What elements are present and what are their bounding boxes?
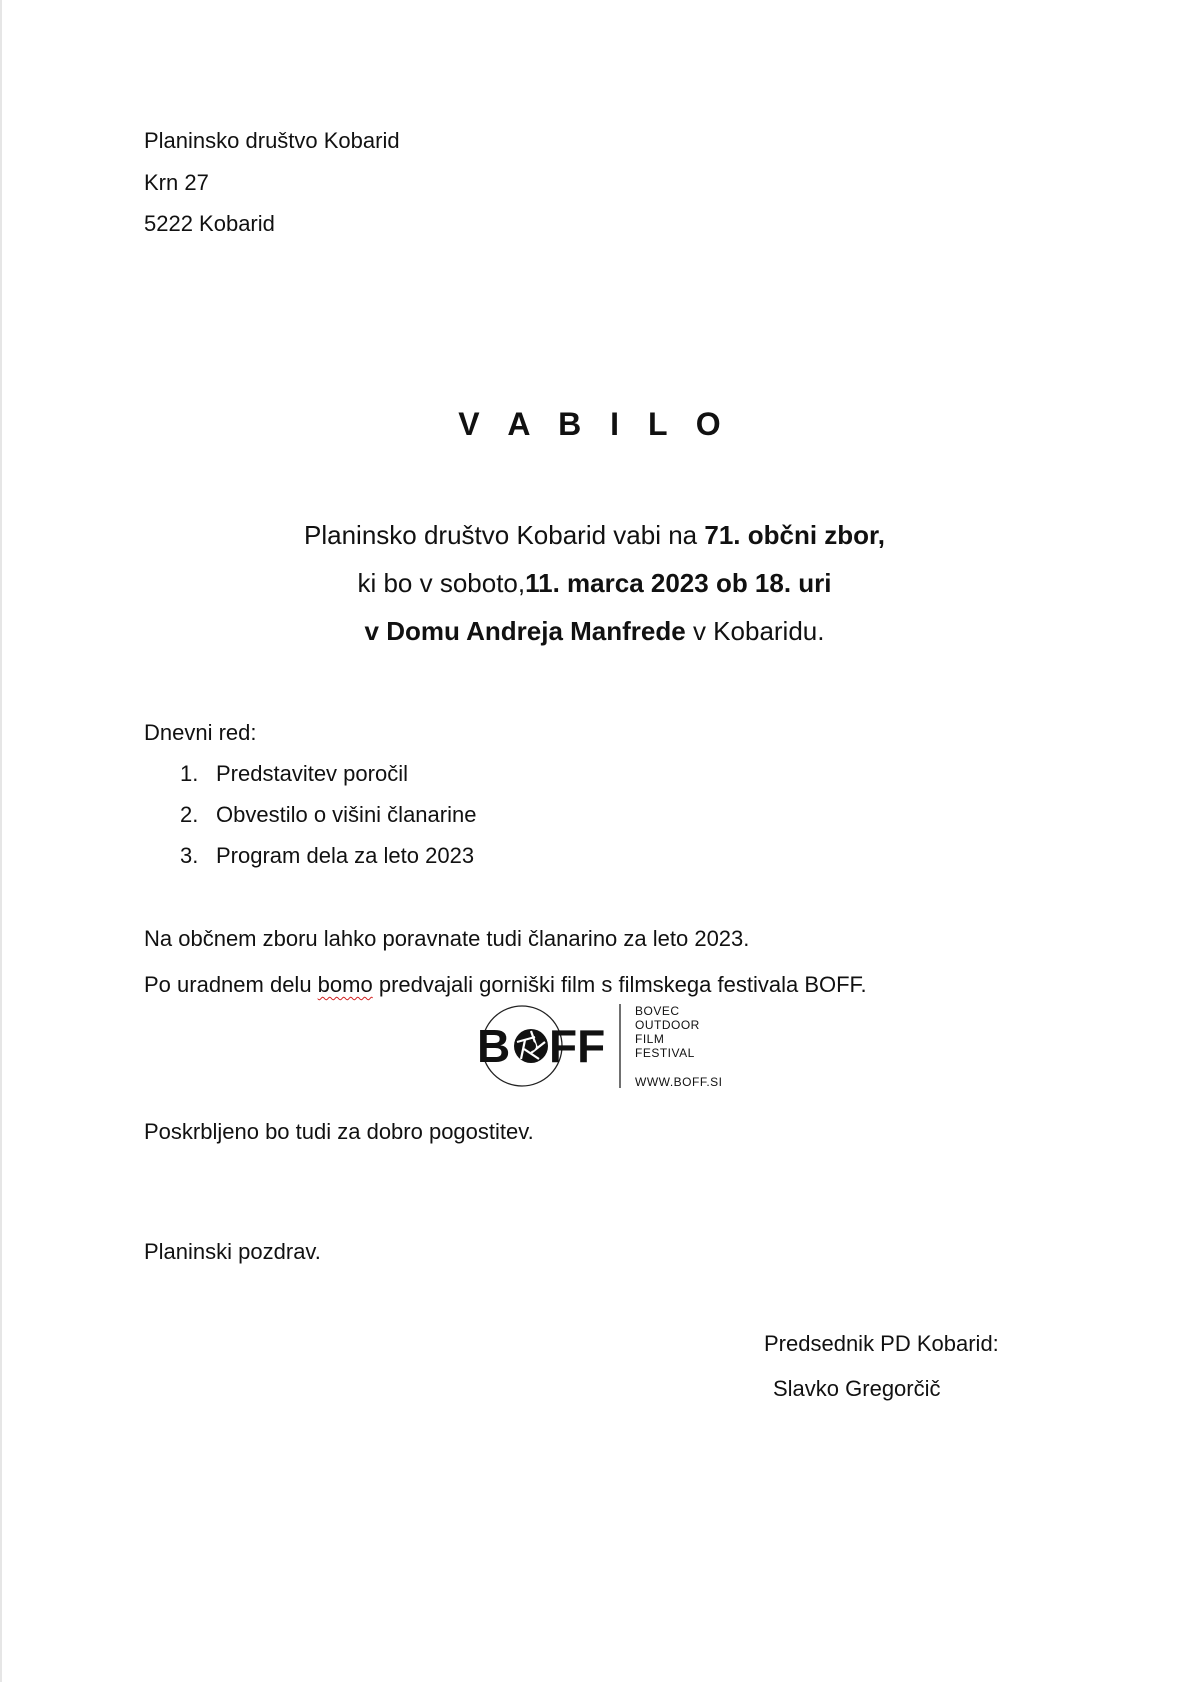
invite-line-3-text: v Kobaridu. bbox=[685, 616, 825, 646]
invite-line-1 bbox=[0, 520, 1189, 550]
refreshments-note: Poskrbljeno bo tudi za dobro pogostitev. bbox=[144, 1119, 534, 1144]
logo-text-outdoor: OUTDOOR bbox=[635, 1018, 700, 1032]
invite-line-3-bold: v Domu Andreja Manfrede bbox=[364, 616, 686, 646]
invite-line-1-bold: 71. občni zbor, bbox=[704, 520, 885, 550]
agenda-item-number: 1. bbox=[180, 761, 199, 786]
logo-url: WWW.BOFF.SI bbox=[635, 1075, 723, 1089]
membership-note: Na občnem zboru lahko poravnate tudi članarino za leto 2023. bbox=[144, 926, 750, 951]
invite-line-1-text: Planinsko društvo Kobarid vabi na bbox=[304, 520, 705, 550]
sender-street: Krn 27 bbox=[144, 170, 209, 195]
agenda-item-number: 2. bbox=[180, 802, 199, 827]
svg-text:B: B bbox=[477, 1020, 511, 1072]
sender-name: Planinsko društvo Kobarid bbox=[144, 128, 400, 153]
greeting: Planinski pozdrav. bbox=[144, 1239, 321, 1264]
invite-line-2-text: ki bo v soboto, bbox=[357, 568, 526, 598]
logo-text-bovec: BOVEC bbox=[635, 1004, 680, 1018]
film-note-pre: Po uradnem delu bbox=[144, 972, 318, 997]
agenda-item-number: 3. bbox=[180, 843, 199, 868]
logo-text-film: FILM bbox=[635, 1032, 665, 1046]
spellcheck-flagged-word: bomo bbox=[317, 972, 373, 997]
svg-text:FF: FF bbox=[549, 1020, 606, 1072]
boff-wordmark-icon bbox=[475, 1004, 635, 1092]
document-title: V A B I L O bbox=[458, 406, 731, 442]
signature-role: Predsednik PD Kobarid: bbox=[764, 1331, 999, 1356]
film-note-post: predvajali gorniški film s filmskega festivala BOFF. bbox=[372, 972, 867, 997]
sender-city: 5222 Kobarid bbox=[144, 211, 275, 236]
agenda-item-text: Program dela za leto 2023 bbox=[216, 843, 475, 868]
signature-name: Slavko Gregorčič bbox=[773, 1376, 941, 1401]
invite-line-2 bbox=[0, 568, 1189, 598]
logo-text-festival: FESTIVAL bbox=[635, 1046, 695, 1060]
boff-logo bbox=[475, 1004, 735, 1092]
agenda-heading: Dnevni red: bbox=[144, 720, 257, 745]
page-edge bbox=[0, 0, 2, 1682]
film-note bbox=[144, 972, 867, 998]
invite-line-2-bold: 11. marca 2023 ob 18. uri bbox=[525, 568, 832, 598]
agenda-item-text: Predstavitev poročil bbox=[216, 761, 408, 786]
agenda-item-text: Obvestilo o višini članarine bbox=[216, 802, 477, 827]
invite-line-3 bbox=[0, 616, 1189, 646]
